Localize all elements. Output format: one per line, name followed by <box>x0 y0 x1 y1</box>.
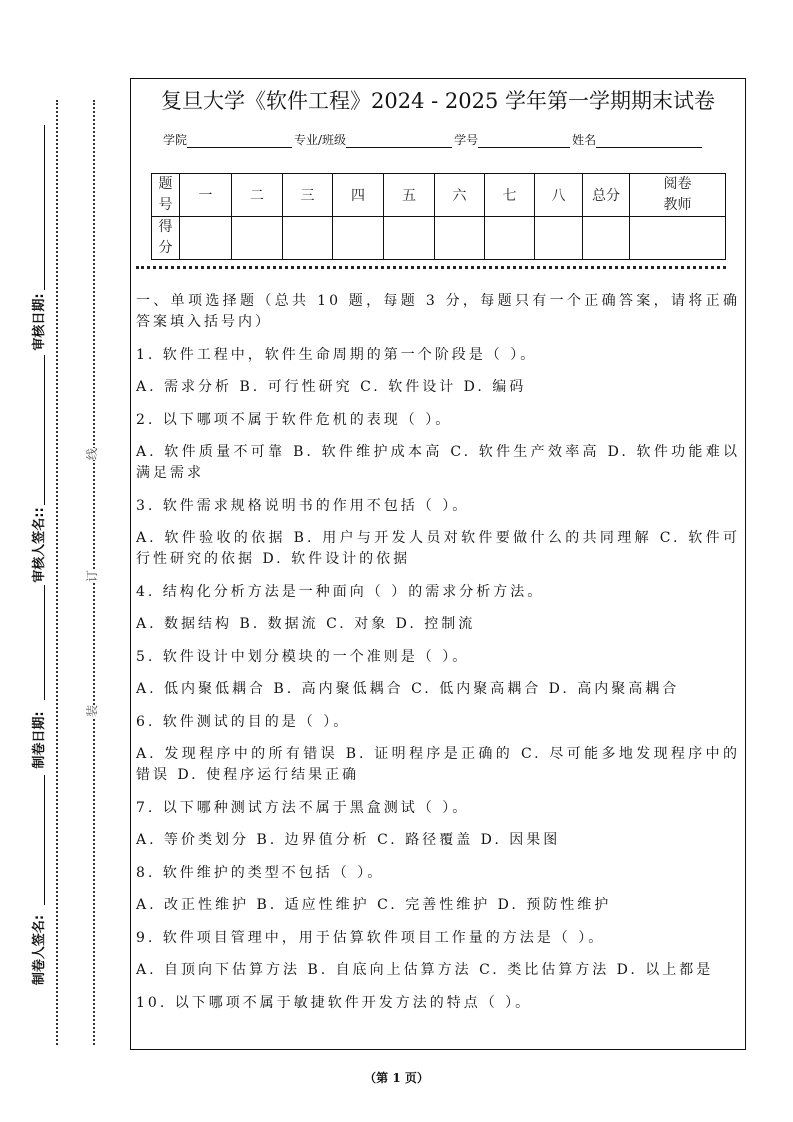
score-table <box>151 173 726 260</box>
column-header: 六 <box>435 174 485 217</box>
reviewer-signature-label: 审核人签名:: <box>32 507 47 583</box>
question-number-row <box>152 174 726 217</box>
page-number: （第 1 页） <box>364 1071 429 1085</box>
paper-date-label: 制卷日期: <box>32 711 47 769</box>
options-5: A. 低内聚低耦合 B. 高内聚低耦合 C. 低内聚高耦合 D. 高内聚高耦合 <box>136 681 680 697</box>
reviewer-signature-line <box>44 355 45 505</box>
review-date-line <box>44 125 45 290</box>
column-header: 五 <box>384 174 435 217</box>
score-cell[interactable] <box>435 217 485 260</box>
score-row <box>152 217 726 260</box>
column-header: 一 <box>180 174 232 217</box>
author-signature-line <box>44 775 45 905</box>
options-1: A. 需求分析 B. 可行性研究 C. 软件设计 D. 编码 <box>136 379 527 395</box>
question-1: 1. 软件工程中，软件生命周期的第一个阶段是（ ）。 <box>136 346 538 363</box>
name-label: 姓名 <box>572 133 597 147</box>
options-2: A. 软件质量不可靠 B. 软件维护成本高 C. 软件生产效率高 D. 软件功能难以满足需求 <box>136 444 740 481</box>
student-info-row <box>163 133 704 148</box>
question-10: 10. 以下哪项不属于敏捷软件开发方法的特点（ ）。 <box>136 994 533 1011</box>
binding-char-zhuang: 装 <box>85 704 100 718</box>
question-list <box>136 291 740 1025</box>
score-cell[interactable] <box>333 217 384 260</box>
question-4: 4. 结构化分析方法是一种面向（ ）的需求分析方法。 <box>136 583 545 600</box>
score-cell[interactable] <box>535 217 583 260</box>
options-7: A. 等价类划分 B. 边界值分析 C. 路径覆盖 D. 因果图 <box>136 832 561 848</box>
question-7: 7. 以下哪种测试方法不属于黑盒测试（ ）。 <box>136 799 470 816</box>
column-header: 三 <box>283 174 333 217</box>
section-heading: 一、单项选择题（总共 10 题，每题 3 分，每题只有一个正确答案，请将正确答案填入括号内） <box>136 293 740 330</box>
college-label: 学院 <box>163 133 188 147</box>
column-header: 二 <box>232 174 283 217</box>
question-2: 2. 以下哪项不属于软件危机的表现（ ）。 <box>136 411 453 428</box>
question-5: 5. 软件设计中划分模块的一个准则是（ ）。 <box>136 648 470 665</box>
student-id-label: 学号 <box>454 133 479 147</box>
options-4: A. 数据结构 B. 数据流 C. 对象 D. 控制流 <box>136 616 476 632</box>
student-id-field[interactable] <box>478 133 570 148</box>
question-6: 6. 软件测试的目的是（ ）。 <box>136 713 351 730</box>
question-3: 3. 软件需求规格说明书的作用不包括（ ）。 <box>136 497 470 514</box>
score-cell[interactable] <box>485 217 535 260</box>
options-9: A. 自顶向下估算方法 B. 自底向上估算方法 C. 类比估算方法 D. 以上都是 <box>136 962 714 978</box>
column-header-grader: 阅卷教师 <box>630 174 726 217</box>
college-field[interactable] <box>187 133 292 148</box>
column-header: 四 <box>333 174 384 217</box>
question-8: 8. 软件维护的类型不包括（ ）。 <box>136 864 385 881</box>
review-date-label: 审核日期: <box>32 293 47 351</box>
score-cell-total[interactable] <box>583 217 630 260</box>
question-9: 9. 软件项目管理中，用于估算软件项目工作量的方法是（ ）。 <box>136 929 606 946</box>
row-label-score: 得分 <box>152 217 180 260</box>
major-class-label: 专业/班级 <box>294 133 347 147</box>
exam-title: 复旦大学《软件工程》2024 - 2025 学年第一学期期末试卷 <box>160 89 715 113</box>
binding-char-xian: 线 <box>85 447 100 461</box>
major-class-field[interactable] <box>346 133 452 148</box>
score-cell[interactable] <box>232 217 283 260</box>
author-signature-label: 制卷人签名: <box>32 914 47 986</box>
binding-dotted-line-outer <box>56 100 58 1045</box>
score-cell[interactable] <box>384 217 435 260</box>
row-label-question-number: 题号 <box>152 174 180 217</box>
column-header: 七 <box>485 174 535 217</box>
section-divider <box>136 266 726 269</box>
options-3: A. 软件验收的依据 B. 用户与开发人员对软件要做什么的共同理解 C. 软件可行性研究的依据 D. 软件设计的依据 <box>136 530 740 567</box>
options-6: A. 发现程序中的所有错误 B. 证明程序是正确的 C. 尽可能多地发现程序中的错误 D. 使程序运行结果正确 <box>136 746 740 783</box>
score-cell-grader[interactable] <box>630 217 726 260</box>
options-8: A. 改正性维护 B. 适应性维护 C. 完善性维护 D. 预防性维护 <box>136 897 612 913</box>
score-cell[interactable] <box>283 217 333 260</box>
column-header-total: 总分 <box>583 174 630 217</box>
column-header: 八 <box>535 174 583 217</box>
paper-date-line <box>44 585 45 700</box>
score-cell[interactable] <box>180 217 232 260</box>
name-field[interactable] <box>596 133 702 148</box>
binding-char-ding: 订 <box>85 569 100 583</box>
